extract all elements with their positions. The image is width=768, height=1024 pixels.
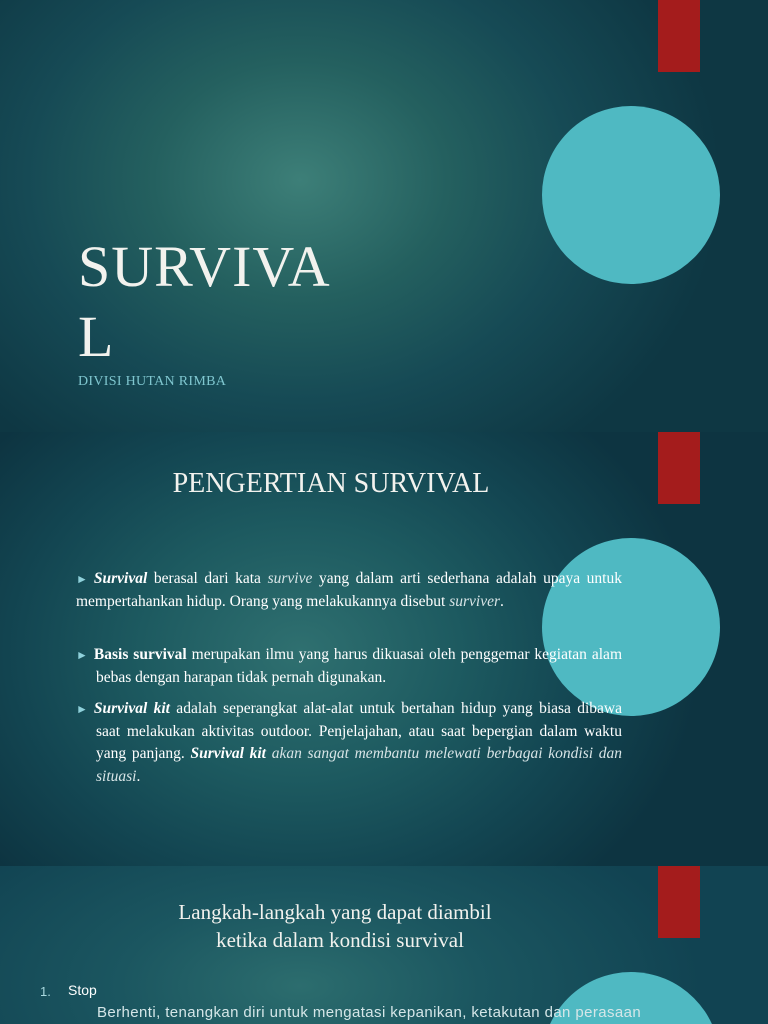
bullet-arrow-icon: ►: [76, 572, 88, 586]
bullet-arrow-icon: ►: [76, 648, 88, 662]
slide-heading: Langkah-langkah yang dapat diambil ketika dalam kondisi survival: [178, 900, 492, 952]
red-bar-decoration: [658, 0, 700, 72]
presentation-title: SURVIVAL: [78, 234, 331, 369]
presentation-subtitle: DIVISI HUTAN RIMBA: [78, 374, 227, 389]
circle-decoration: [542, 106, 720, 284]
slide-heading: PENGERTIAN SURVIVAL: [172, 468, 490, 499]
list-number: 1.: [40, 984, 51, 999]
list-item-title: Stop: [68, 982, 97, 998]
bullet-basis-survival: ► Basis survival merupakan ilmu yang harus dikuasai oleh penggemar kegiatan alam bebas dengan harapan tidak pernah digunakan.: [76, 646, 622, 686]
slide-title: [0, 0, 768, 432]
slide-pengertian: [0, 432, 768, 866]
bullet-survival-definition: ► Survival berasal dari kata survive yang dalam arti sederhana adalah upaya untuk mempertahankan hidup. Orang yang melakukannya disebut surviver.: [76, 570, 622, 610]
slide-langkah: [0, 866, 768, 1024]
list-item-description: Berhenti, tenangkan diri untuk mengatasi kepanikan, ketakutan dan perasaan: [97, 1004, 642, 1021]
circle-decoration: [542, 538, 720, 716]
red-bar-decoration: [658, 432, 700, 504]
bullet-survival-kit: ► Survival kit adalah seperangkat alat-alat untuk bertahan hidup yang biasa dibawa saat melakukan aktivitas outdoor. Penjelajahan, atau saat bepergian dalam waktu yang panjang. Survival kit akan sangat membantu melewati berbagai kondisi dan situasi.: [76, 700, 623, 785]
bullet-arrow-icon: ►: [76, 702, 88, 716]
